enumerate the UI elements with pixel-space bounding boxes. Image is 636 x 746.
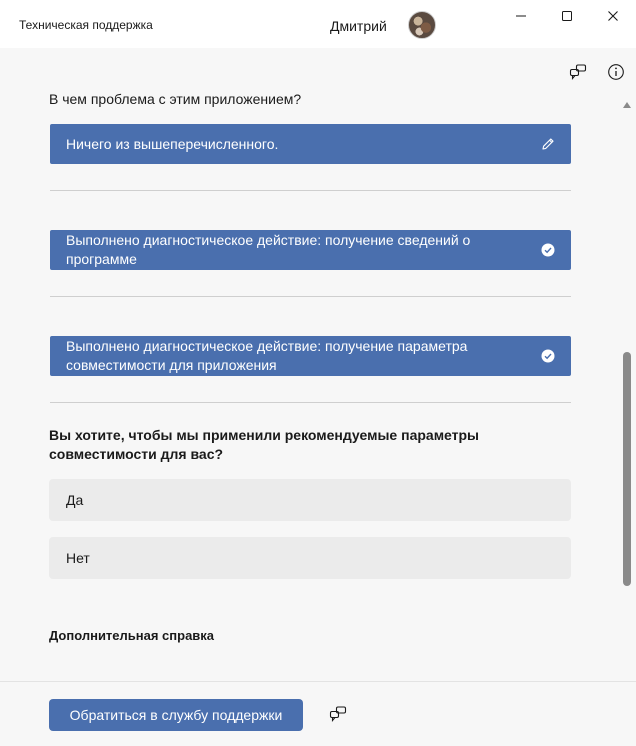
info-button[interactable] [606,62,626,82]
maximize-icon [561,10,573,22]
contact-support-label: Обратиться в службу поддержки [69,707,283,723]
option-yes-button[interactable] [49,479,571,521]
user-name[interactable]: Дмитрий [330,18,387,34]
answer-bubble-none-of-above [50,124,571,164]
option-no-button[interactable] [49,537,571,579]
chat-bubbles-icon [329,705,347,723]
divider [50,296,571,297]
close-icon [607,10,619,22]
avatar[interactable] [408,11,436,39]
title-bar [0,0,636,48]
pencil-icon [541,137,555,151]
edit-answer-button[interactable] [541,137,555,151]
status-indicator [541,349,555,363]
more-help-heading: Дополнительная справка [49,628,215,643]
scrollbar-thumb[interactable] [623,352,631,586]
divider [50,402,571,403]
minimize-icon [515,10,527,22]
maximize-button[interactable] [544,0,590,32]
triangle-up-icon [622,100,632,110]
diagnostic-text: Выполнено диагностическое действие: получение параметра совместимости для приложения [66,338,468,373]
minimize-button[interactable] [498,0,544,32]
answer-text: Ничего из вышеперечисленного. [66,135,279,152]
chat-bubbles-icon [569,63,587,81]
diagnostic-status-program-info [50,230,571,270]
scroll-up-button[interactable] [622,97,632,115]
start-new-chat-button[interactable] [329,705,347,723]
app-title: Техническая поддержка [19,18,153,32]
close-button[interactable] [590,0,636,32]
divider [50,190,571,191]
compatibility-prompt: Вы хотите, чтобы мы применили рекомендуемые параметры совместимости для вас? [49,427,480,462]
check-circle-icon [541,243,555,257]
info-icon [607,63,625,81]
diagnostic-status-compat-setting [50,336,571,376]
option-label: Нет [66,550,90,566]
diagnostic-text: Выполнено диагностическое действие: получение сведений о программе [66,232,471,267]
option-label: Да [66,492,84,508]
chat-history-button[interactable] [568,62,588,82]
check-circle-icon [541,349,555,363]
status-indicator [541,243,555,257]
footer-bar [0,681,636,746]
contact-support-button[interactable] [49,699,303,731]
question-text: В чем проблема с этим приложением? [49,91,302,107]
